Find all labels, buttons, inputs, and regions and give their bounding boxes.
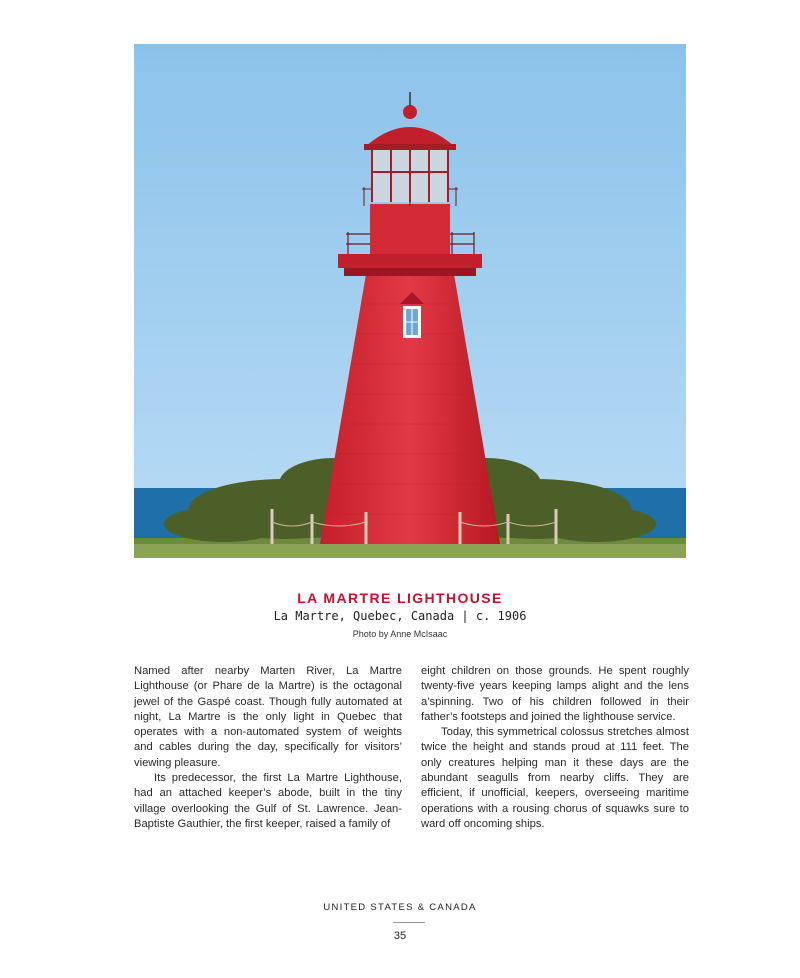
lantern-base [370,204,450,254]
footer-divider [393,922,425,923]
dome-finial [403,105,417,119]
lighthouse-illustration [134,44,686,558]
article-title: LA MARTRE LIGHTHOUSE [297,590,503,606]
paragraph: eight children on those grounds. He spent roughly twenty-five years keeping lamps alight and the lens a’spinning. Two of his children followed in their father’s footsteps and joined the lighthouse service. [421,665,689,723]
paragraph: Named after nearby Marten River, La Martre Lighthouse (or Phare de la Martre) is the octagonal jewel of the Gaspé coast. Though fully automated at night, La Martre is the only light in Quebec that operates with a non-automated system of weights and cables during the day, specifically for visitors’ viewing pleasure. [134,665,402,769]
gallery-deck [338,254,482,268]
paragraph: Its predecessor, the first La Martre Lighthouse, had an attached keeper’s abode, built in the tiny village overlooking the Gulf of St. Lawrence. Jean-Baptiste Gauthier, the first keeper, raised a family of [134,772,402,830]
article-location-date: La Martre, Quebec, Canada | c. 1906 [273,609,527,623]
lighthouse-photo [134,44,686,558]
footer-section-label: UNITED STATES & CANADA [323,902,477,913]
paragraph: Today, this symmetrical colossus stretches almost twice the height and stands proud at 111 feet. The only creatures helping man it these days are the abundant seagulls from nearby cliffs. They are efficient, if unofficial, keepers, overseeing maritime operations with a rousing chorus of squawks sure to ward off oncoming ships. [421,726,689,830]
photo-credit: Photo by Anne McIsaac [352,629,448,639]
body-column-right [421,664,689,832]
body-column-left [134,664,402,832]
page-number: 35 [393,930,407,942]
